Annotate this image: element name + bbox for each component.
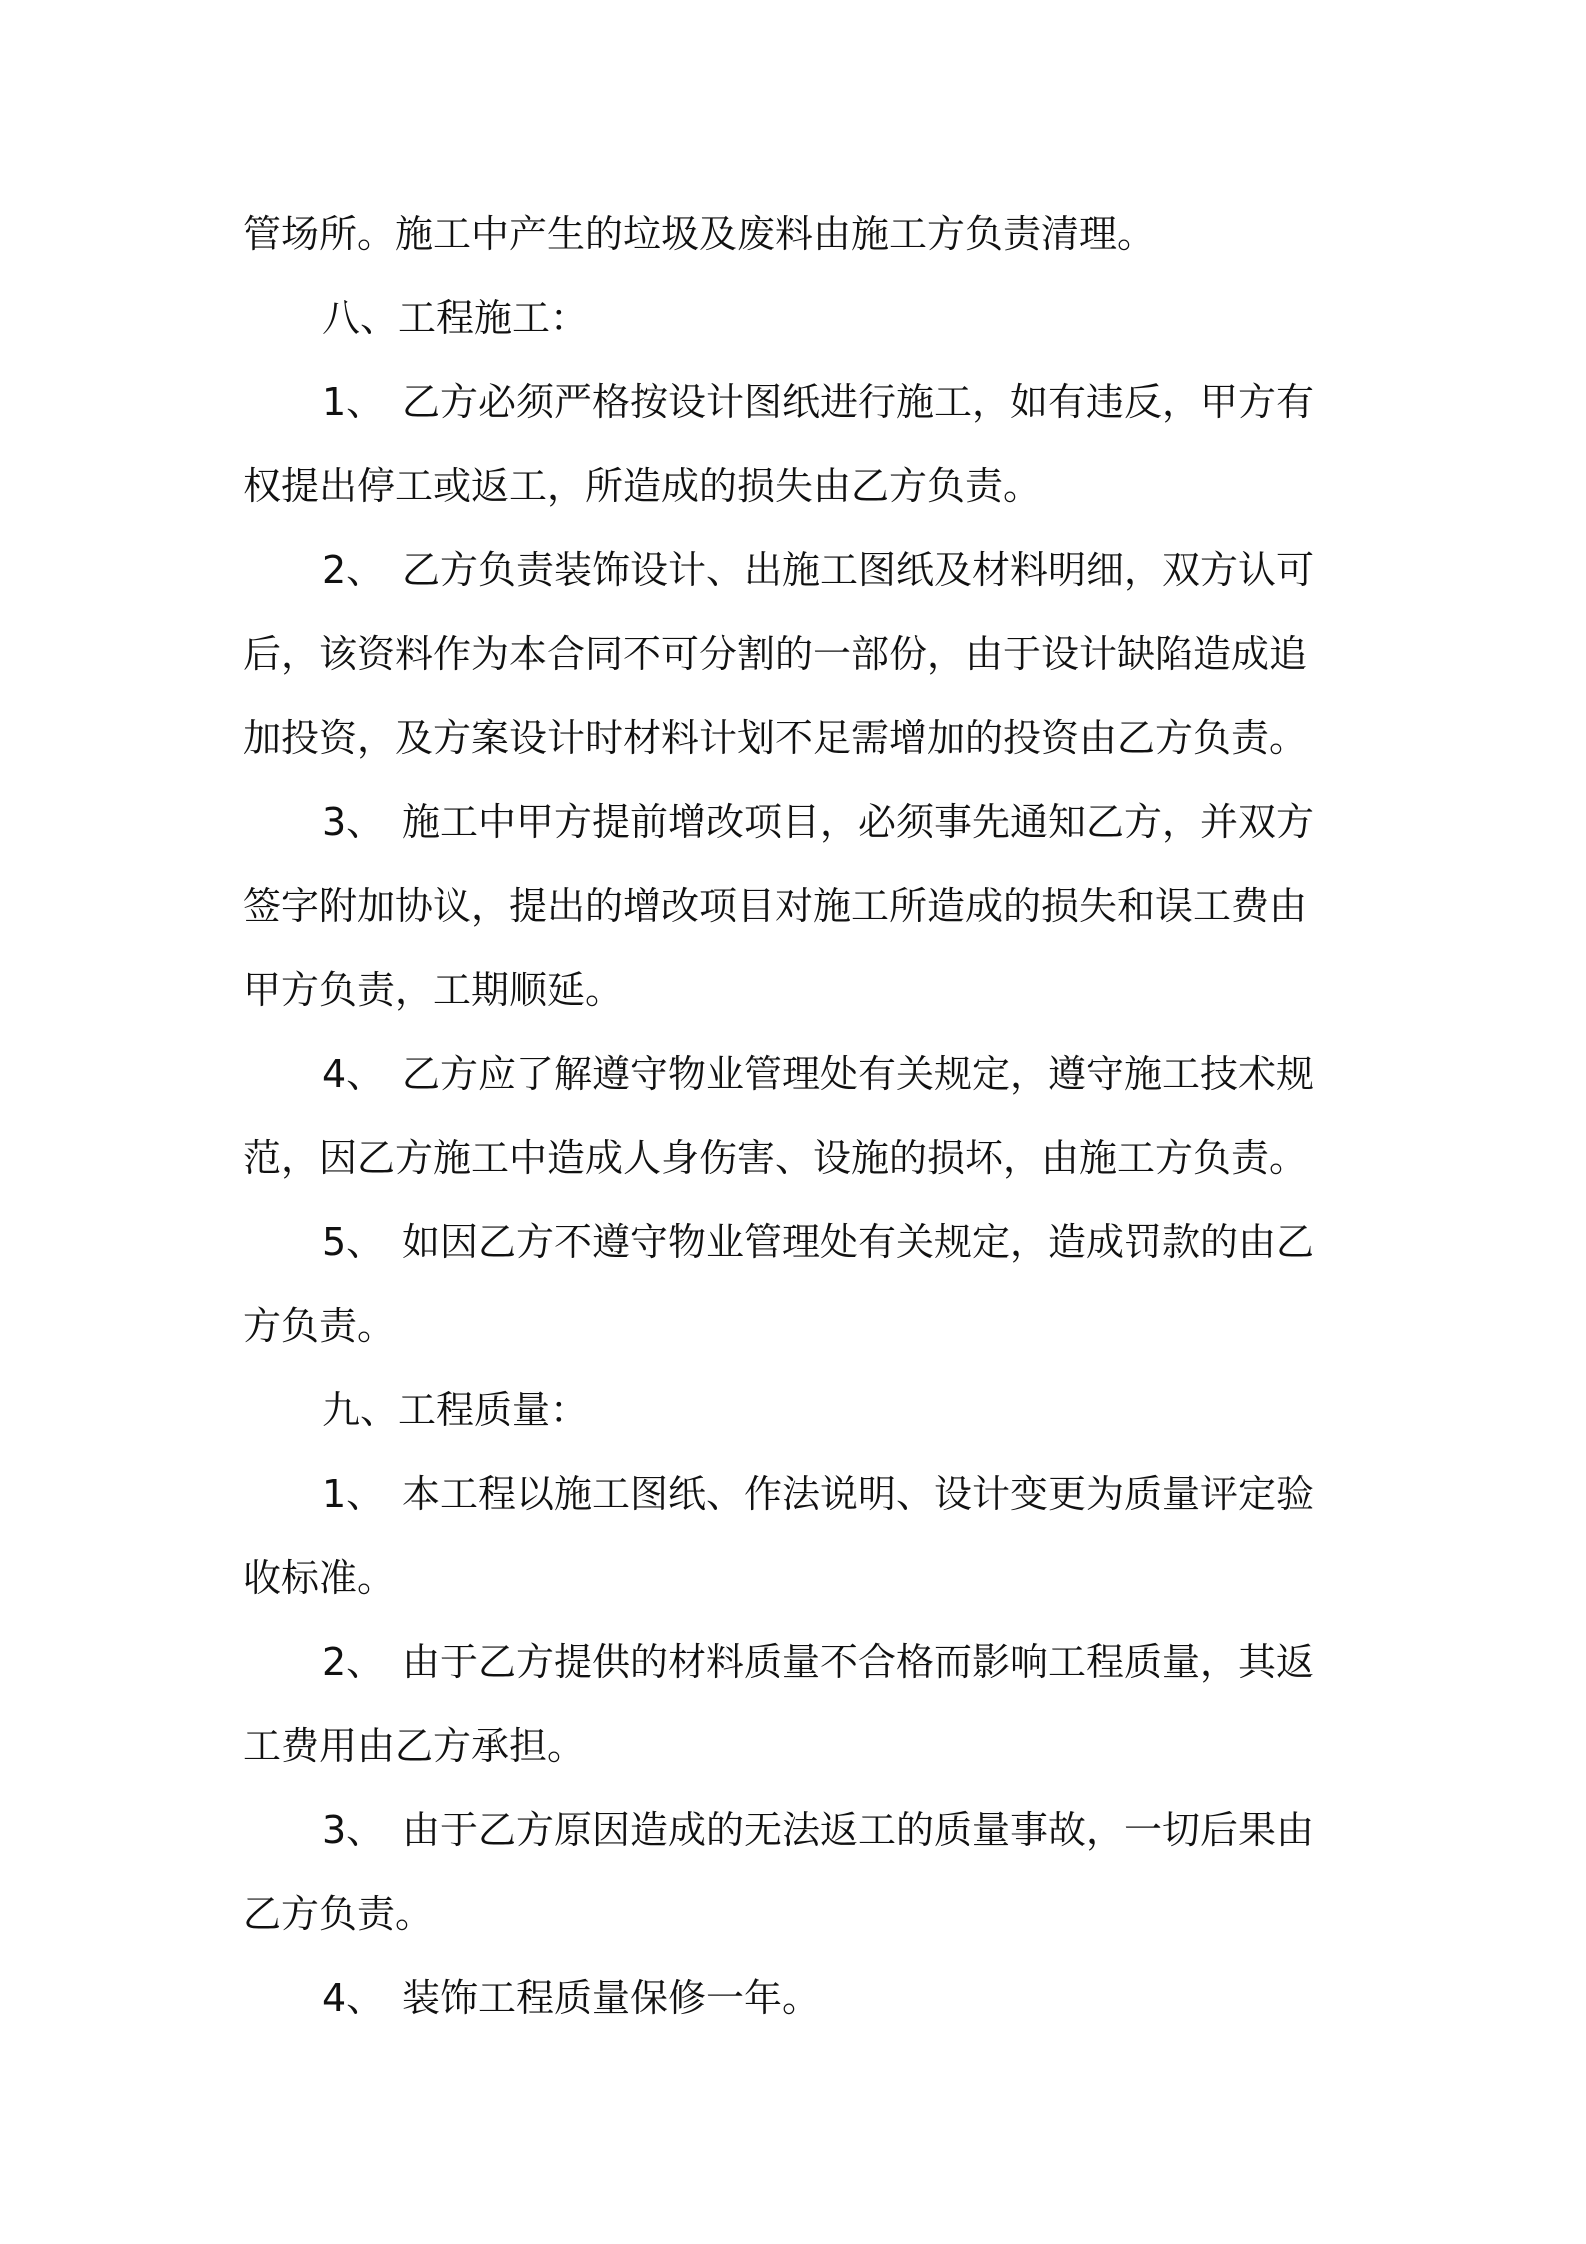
list-item-continuation-line: 方负责。 [243, 1304, 396, 1348]
list-item-continuation-line: 加投资，及方案设计时材料计划不足需增加的投资由乙方负责。 [243, 716, 1308, 760]
list-item-text: 乙方应了解遵守物业管理处有关规定，遵守施工技术规 [402, 1052, 1315, 1096]
list-item-text: 施工中甲方提前增改项目，必须事先通知乙方，并双方 [402, 800, 1315, 844]
list-item-continuation-line: 权提出停工或返工，所造成的损失由乙方负责。 [243, 464, 1042, 508]
section-heading: 八、工程施工： [322, 296, 589, 340]
list-item-text: 本工程以施工图纸、作法说明、设计变更为质量评定验 [402, 1472, 1315, 1516]
list-item-text: 乙方必须严格按设计图纸进行施工，如有违反，甲方有 [402, 380, 1315, 424]
list-item-first-line [243, 1452, 1348, 1536]
list-item-number: 2、 [322, 548, 385, 592]
document-body [243, 192, 1348, 2040]
list-item-number: 3、 [322, 800, 385, 844]
list-item-number: 4、 [322, 1052, 385, 1096]
list-item-number: 1、 [322, 1472, 385, 1516]
list-item-continuation-line: 乙方负责。 [243, 1892, 434, 1936]
list-item-text: 由于乙方提供的材料质量不合格而影响工程质量，其返 [402, 1640, 1315, 1684]
list-item-continuation-line: 范，因乙方施工中造成人身伤害、设施的损坏，由施工方负责。 [243, 1136, 1308, 1180]
list-item-number: 3、 [322, 1808, 385, 1852]
list-item-text: 由于乙方原因造成的无法返工的质量事故，一切后果由 [402, 1808, 1315, 1852]
list-item-first-line [243, 1956, 1348, 2040]
paragraph-line: 管场所。施工中产生的垃圾及废料由施工方负责清理。 [243, 212, 1156, 256]
list-item-continuation-line: 工费用由乙方承担。 [243, 1724, 586, 1768]
list-item-text: 装饰工程质量保修一年。 [402, 1976, 821, 2020]
list-item-number: 5、 [322, 1220, 385, 1264]
list-item-first-line [243, 1788, 1348, 1872]
list-item-first-line [243, 528, 1348, 612]
list-item-number: 4、 [322, 1976, 385, 2020]
list-item-first-line [243, 1200, 1348, 1284]
list-item-first-line [243, 360, 1348, 444]
list-item-number: 1、 [322, 380, 385, 424]
section-heading: 九、工程质量： [322, 1388, 589, 1432]
list-item-text: 乙方负责装饰设计、出施工图纸及材料明细，双方认可 [402, 548, 1315, 592]
list-item-text: 如因乙方不遵守物业管理处有关规定，造成罚款的由乙 [402, 1220, 1315, 1264]
list-item-continuation-line: 签字附加协议，提出的增改项目对施工所造成的损失和误工费由 [243, 884, 1308, 928]
list-item-first-line [243, 1620, 1348, 1704]
list-item-first-line [243, 780, 1348, 864]
list-item-continuation-line: 收标准。 [243, 1556, 396, 1600]
list-item-number: 2、 [322, 1640, 385, 1684]
list-item-first-line [243, 1032, 1348, 1116]
list-item-continuation-line: 甲方负责，工期顺延。 [243, 968, 624, 1012]
list-item-continuation-line: 后，该资料作为本合同不可分割的一部份，由于设计缺陷造成追 [243, 632, 1308, 676]
